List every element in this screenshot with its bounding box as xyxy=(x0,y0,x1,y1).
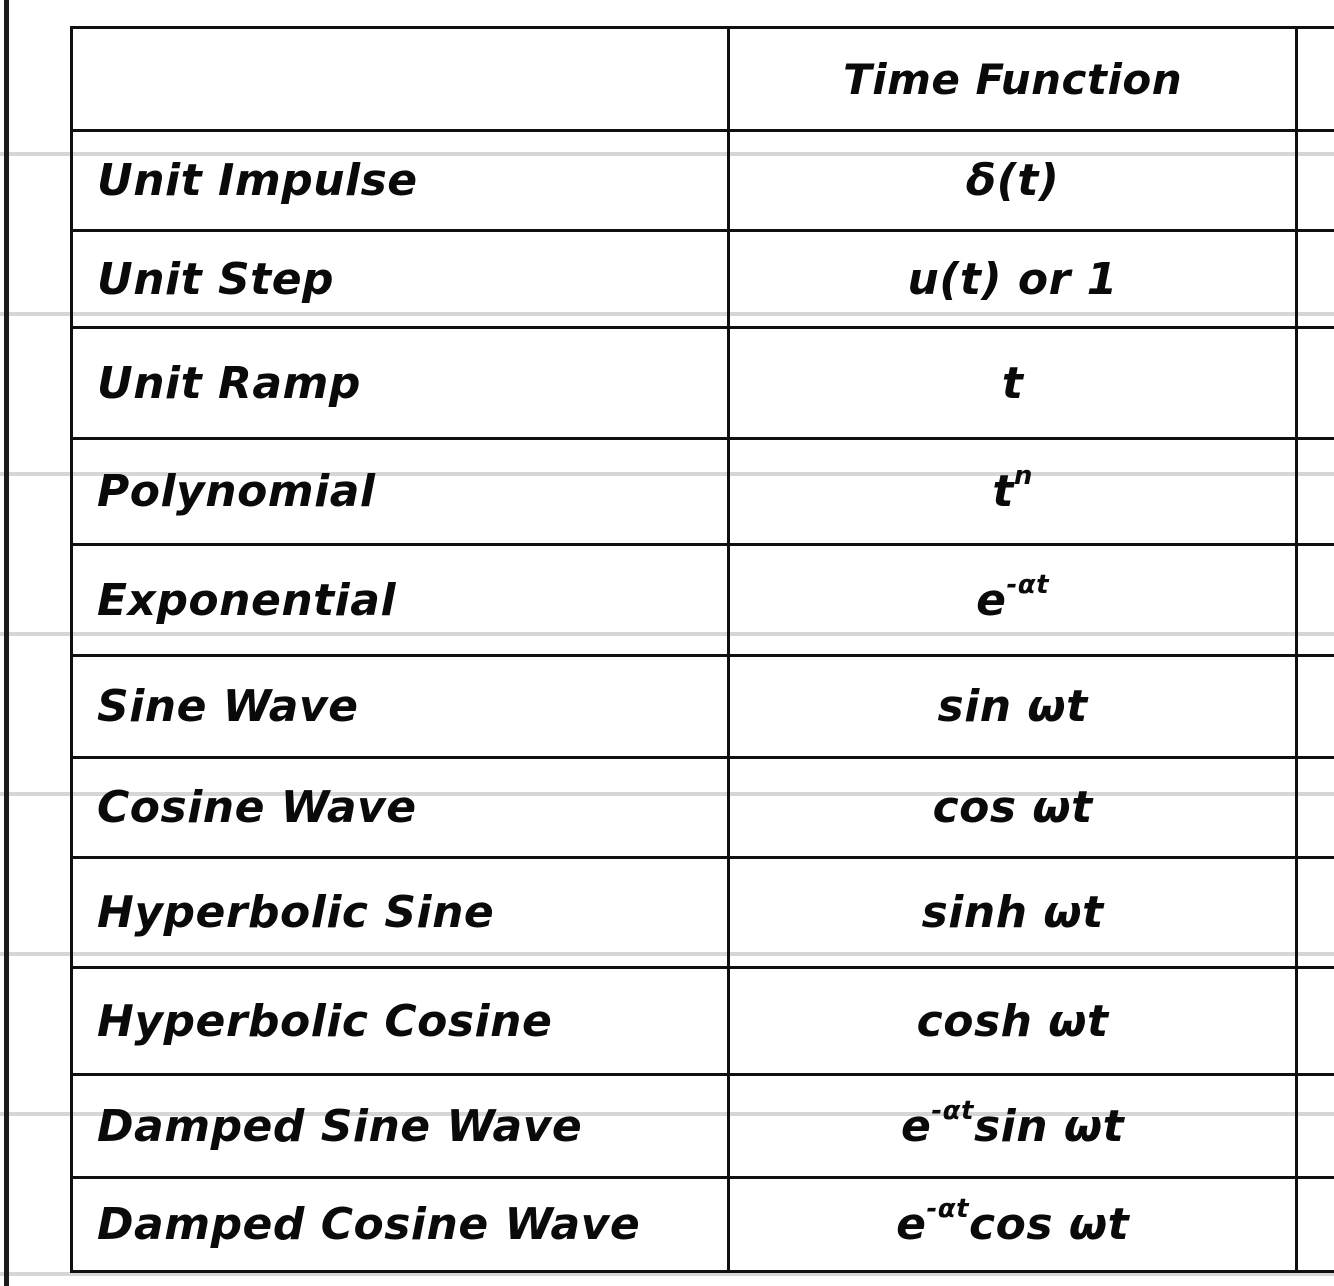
table-row xyxy=(72,656,1334,758)
row-extra-cell xyxy=(1297,545,1334,656)
notebook-margin-line xyxy=(4,0,9,1286)
func-tail: sin ωt xyxy=(973,1100,1125,1152)
func-base: sin ωt xyxy=(937,681,1088,732)
row-time-function xyxy=(728,968,1297,1075)
row-time-function xyxy=(728,1178,1297,1272)
func-superscript: -αt xyxy=(931,1095,974,1126)
func-superscript: n xyxy=(1013,461,1033,491)
row-time-function xyxy=(728,439,1297,545)
func-base: e xyxy=(976,574,1007,626)
table-row xyxy=(72,328,1334,439)
row-name: Unit Step xyxy=(72,231,729,328)
row-extra-cell xyxy=(1297,758,1334,858)
table-header-row xyxy=(72,28,1334,131)
table-row xyxy=(72,545,1334,656)
row-extra-cell xyxy=(1297,439,1334,545)
func-base: u(t) or 1 xyxy=(907,253,1118,305)
row-extra-cell xyxy=(1297,858,1334,968)
laplace-time-function-table xyxy=(70,26,1334,1273)
row-extra-cell xyxy=(1297,131,1334,231)
row-extra-cell xyxy=(1297,1178,1334,1272)
func-base: t xyxy=(1001,357,1024,409)
func-tail: cos ωt xyxy=(969,1199,1130,1250)
row-name: Damped Sine Wave xyxy=(72,1075,729,1178)
func-base: δ(t) xyxy=(965,155,1060,206)
table-row xyxy=(72,131,1334,231)
row-name: Unit Ramp xyxy=(72,328,729,439)
func-base: cos ωt xyxy=(932,782,1093,833)
row-time-function xyxy=(728,858,1297,968)
row-name: Exponential xyxy=(72,545,729,656)
row-extra-cell xyxy=(1297,1075,1334,1178)
row-name: Unit Impulse xyxy=(72,131,729,231)
header-name-cell xyxy=(72,28,729,131)
table-row xyxy=(72,1178,1334,1272)
func-base: cosh ωt xyxy=(916,995,1109,1047)
row-name: Sine Wave xyxy=(72,656,729,758)
table-row xyxy=(72,439,1334,545)
table-row xyxy=(72,1075,1334,1178)
row-time-function xyxy=(728,131,1297,231)
func-base: t xyxy=(992,466,1014,517)
row-name: Polynomial xyxy=(72,439,729,545)
row-extra-cell xyxy=(1297,231,1334,328)
row-extra-cell xyxy=(1297,328,1334,439)
row-time-function xyxy=(728,231,1297,328)
row-name: Hyperbolic Sine xyxy=(72,858,729,968)
row-time-function xyxy=(728,328,1297,439)
func-superscript: -αt xyxy=(926,1194,970,1224)
row-name: Hyperbolic Cosine xyxy=(72,968,729,1075)
row-extra-cell xyxy=(1297,968,1334,1075)
row-time-function xyxy=(728,758,1297,858)
header-time-function: Time Function xyxy=(728,28,1297,131)
table-row xyxy=(72,968,1334,1075)
func-superscript: -αt xyxy=(1006,569,1050,600)
row-name: Damped Cosine Wave xyxy=(72,1178,729,1272)
row-time-function xyxy=(728,656,1297,758)
row-name: Cosine Wave xyxy=(72,758,729,858)
table-row xyxy=(72,858,1334,968)
header-extra-cell xyxy=(1297,28,1334,131)
row-time-function xyxy=(728,1075,1297,1178)
table-row xyxy=(72,758,1334,858)
row-time-function xyxy=(728,545,1297,656)
func-base: e xyxy=(896,1199,927,1250)
func-base: e xyxy=(901,1100,932,1152)
func-base: sinh ωt xyxy=(921,887,1104,938)
table-row xyxy=(72,231,1334,328)
row-extra-cell xyxy=(1297,656,1334,758)
